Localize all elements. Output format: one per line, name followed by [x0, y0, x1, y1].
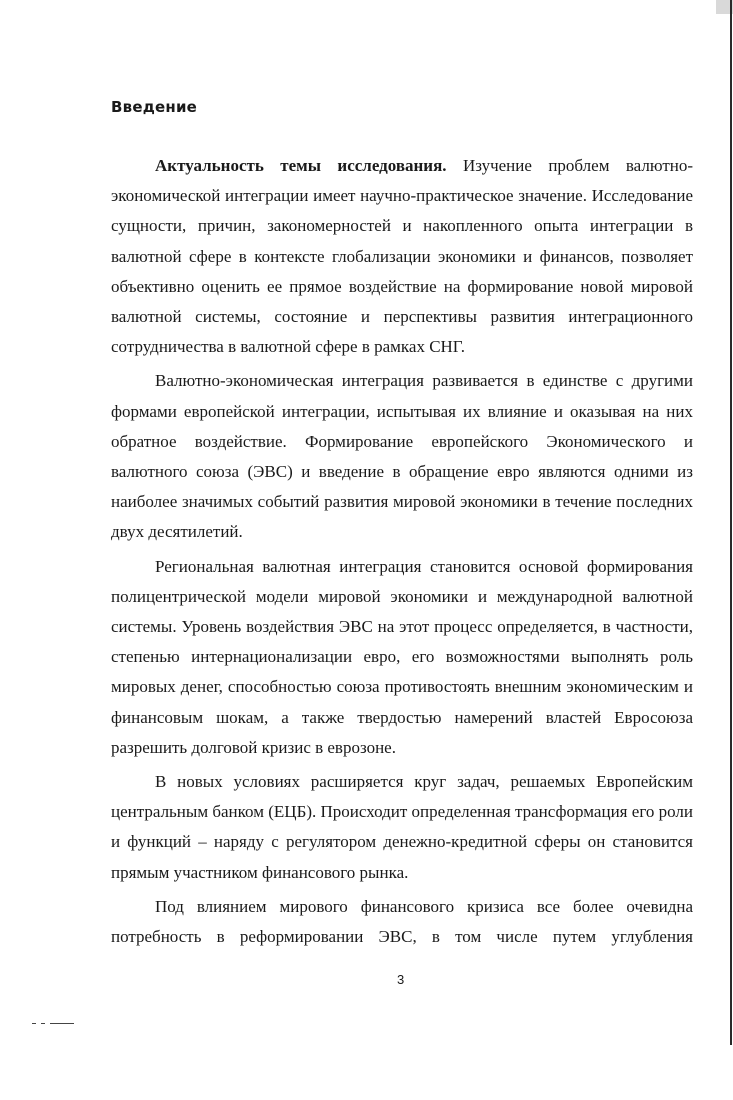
- paragraph-text: Изучение проблем валютно-экономической интеграции имеет научно-практическое значение. Исследование сущности, причин, закономерностей и накопленного опыта интеграции в валютной сфере в контексте глобализации экономики и финансов, позволяет объективно оценить ее прямое воздействие на формирование новой мировой валютной системы, состояние и перспективы развития интеграционного сотрудничества в валютной сфере в рамках СНГ.: [111, 156, 694, 357]
- scan-artifact-mark: [32, 1023, 82, 1025]
- body-text: [111, 151, 693, 956]
- scan-edge-line: [730, 0, 732, 1045]
- paragraph: Под влиянием мирового финансового кризиса все более очевидна потребность в реформировании ЭВС, в том числе путем углубления: [111, 896, 693, 947]
- paragraph: В новых условиях расширяется круг задач, решаемых Европейским центральным банком (ЕЦБ). Происходит определенная трансформация его роли и функций – наряду с регулятором денежно-кредитной сферы он становится прямым участником финансового рынка.: [111, 772, 693, 882]
- paragraph-lead: Актуальность темы исследования.: [155, 156, 447, 175]
- paragraph: Региональная валютная интеграция становится основой формирования полицентрической модели мировой экономики и международной валютной системы. Уровень воздействия ЭВС на этот процесс определяется, в частности, степенью интернационализации евро, его возможностями выполнять роль мировых денег, способностью союза противостоять внешним экономическим и финансовым шокам, а также твердостью намерений властей Евросоюза разрешить долговой кризис в еврозоне.: [111, 556, 693, 757]
- paragraph-relevance: [111, 151, 693, 362]
- section-heading: Введение: [111, 98, 198, 116]
- page-number: 3: [397, 972, 405, 987]
- paragraph: Валютно-экономическая интеграция развивается в единстве с другими формами европейской интеграции, испытывая их влияние и оказывая на них обратное воздействие. Формирование европейского Экономического и валютного союза (ЭВС) и введение в обращение евро являются одними из наиболее значимых событий развития мировой экономики в течение последних двух десятилетий.: [111, 371, 693, 542]
